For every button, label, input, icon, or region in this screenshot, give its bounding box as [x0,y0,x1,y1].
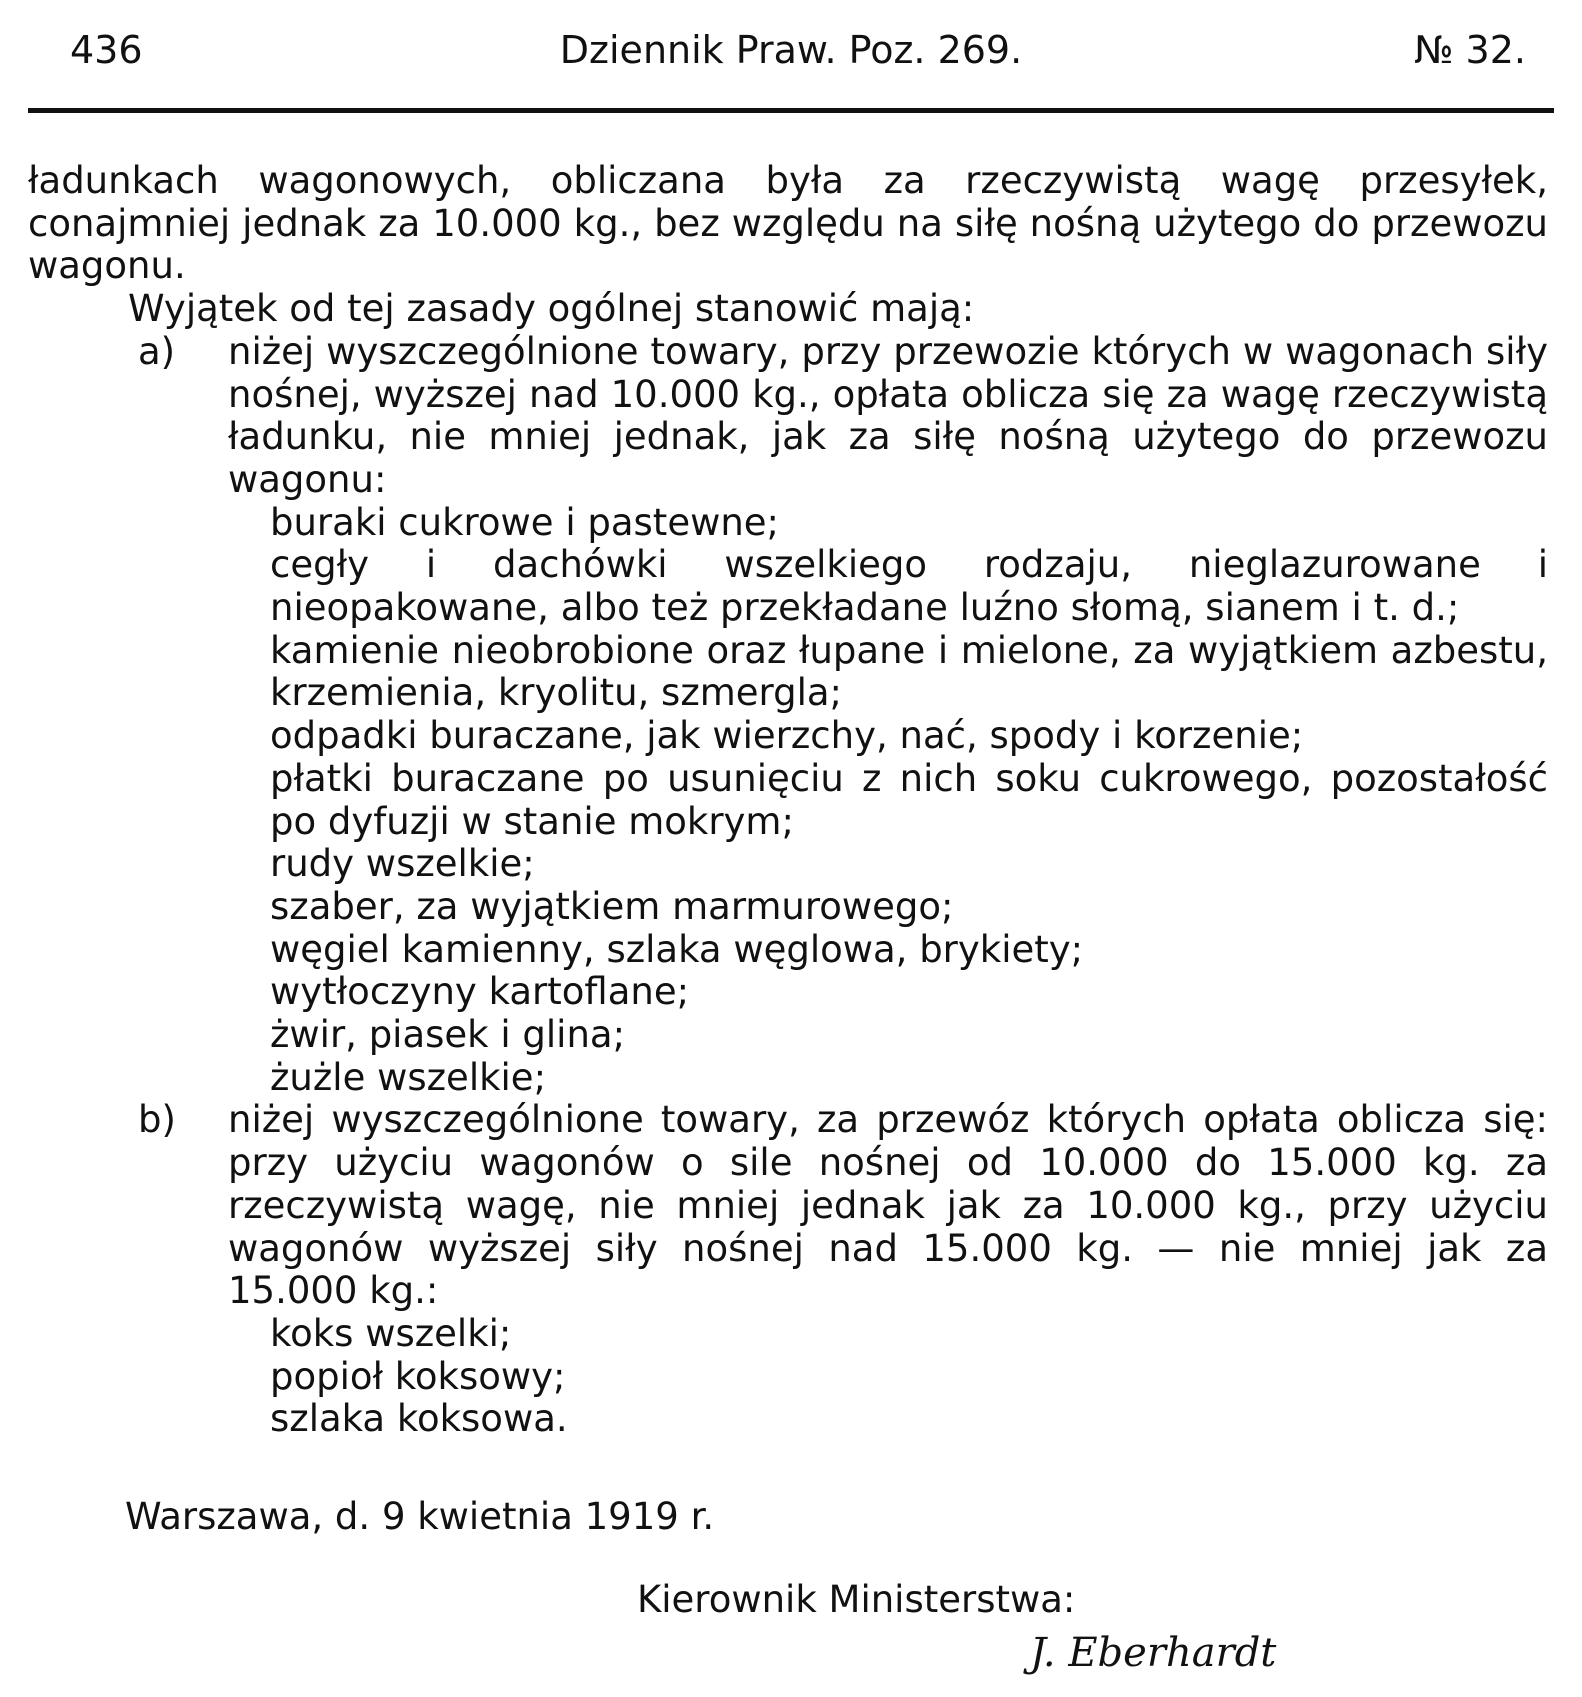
list-item: rudy wszelkie; [270,842,535,886]
list-item: cegły i dachówki wszelkiego rodzaju, nieglazurowane i nieopakowane, albo też przekładane luźno słomą, sianem i t. d.; [270,543,1548,630]
list-item: popioł koksowy; [270,1354,566,1398]
signer-title: Kierownik Ministerstwa: [637,1578,1076,1621]
list-item: węgiel kamienny, szlaka węglowa, brykiety; [270,927,1084,971]
exception-intro: Wyjątek od tej zasady ogólnej stanowić mają: [128,287,975,331]
page-number: 436 [70,28,143,72]
section-a [28,331,1548,1100]
list-item: szlaka koksowa. [270,1397,568,1441]
list-item: odpadki buraczane, jak wierzchy, nać, spody i korzenie; [270,714,1304,758]
journal-title: Dziennik Praw. Poz. 269. [559,28,1023,72]
section-b-text: niżej wyszczególnione towary, za przewóz których opłata oblicza się: przy użyciu wagonów o sile nośnej od 10.000 do 15.000 kg. za rzeczywistą wagę, nie mniej jednak jak za 10.000 kg., przy użyciu wagonów wyższej siły nośnej nad 15.000 kg. — nie mniej jak za 15.000 kg.: [228,1098,1548,1313]
list-item: kamienie nieobrobione oraz łupane i mielone, za wyjątkiem azbestu, krzemienia, kryolitu, szmergla; [270,628,1548,715]
signature: J. Eberhardt [1030,1630,1277,1676]
section-b-goods-list [228,1313,1548,1441]
section-b [28,1099,1548,1441]
section-b-marker: b) [138,1098,176,1142]
header-rule [28,108,1554,113]
list-item: buraki cukrowe i pastewne; [270,500,780,544]
section-a-marker: a) [138,329,176,373]
issue-number: № 32. [1413,28,1526,72]
list-item: szaber, za wyjątkiem marmurowego; [270,884,954,928]
document-body [28,160,1548,1441]
list-item: koks wszelki; [270,1311,512,1355]
section-a-goods-list [228,502,1548,1100]
page-header [28,28,1554,88]
list-item: wytłoczyny kartoflane; [270,970,690,1014]
section-a-text: niżej wyszczególnione towary, przy przewozie których w wagonach siły nośnej, wyższej nad 10.000 kg., opłata oblicza się za wagę rzeczywistą ładunku, nie mniej jednak, jak za siłę nośną użytego do przewozu wagonu: [228,329,1548,501]
list-item: płatki buraczane po usunięciu z nich soku cukrowego, pozostałość po dyfuzji w stanie mokrym; [270,756,1548,843]
intro-paragraph: ładunkach wagonowych, obliczana była za rzeczywistą wagę przesyłek, conajmniej jednak za 10.000 kg., bez względu na siłę nośną użytego do przewozu wagonu. [28,159,1548,288]
list-item: żwir, piasek i glina; [270,1013,626,1057]
list-item: żużle wszelkie; [270,1055,547,1099]
place-date: Warszawa, d. 9 kwietnia 1919 r. [125,1495,715,1538]
